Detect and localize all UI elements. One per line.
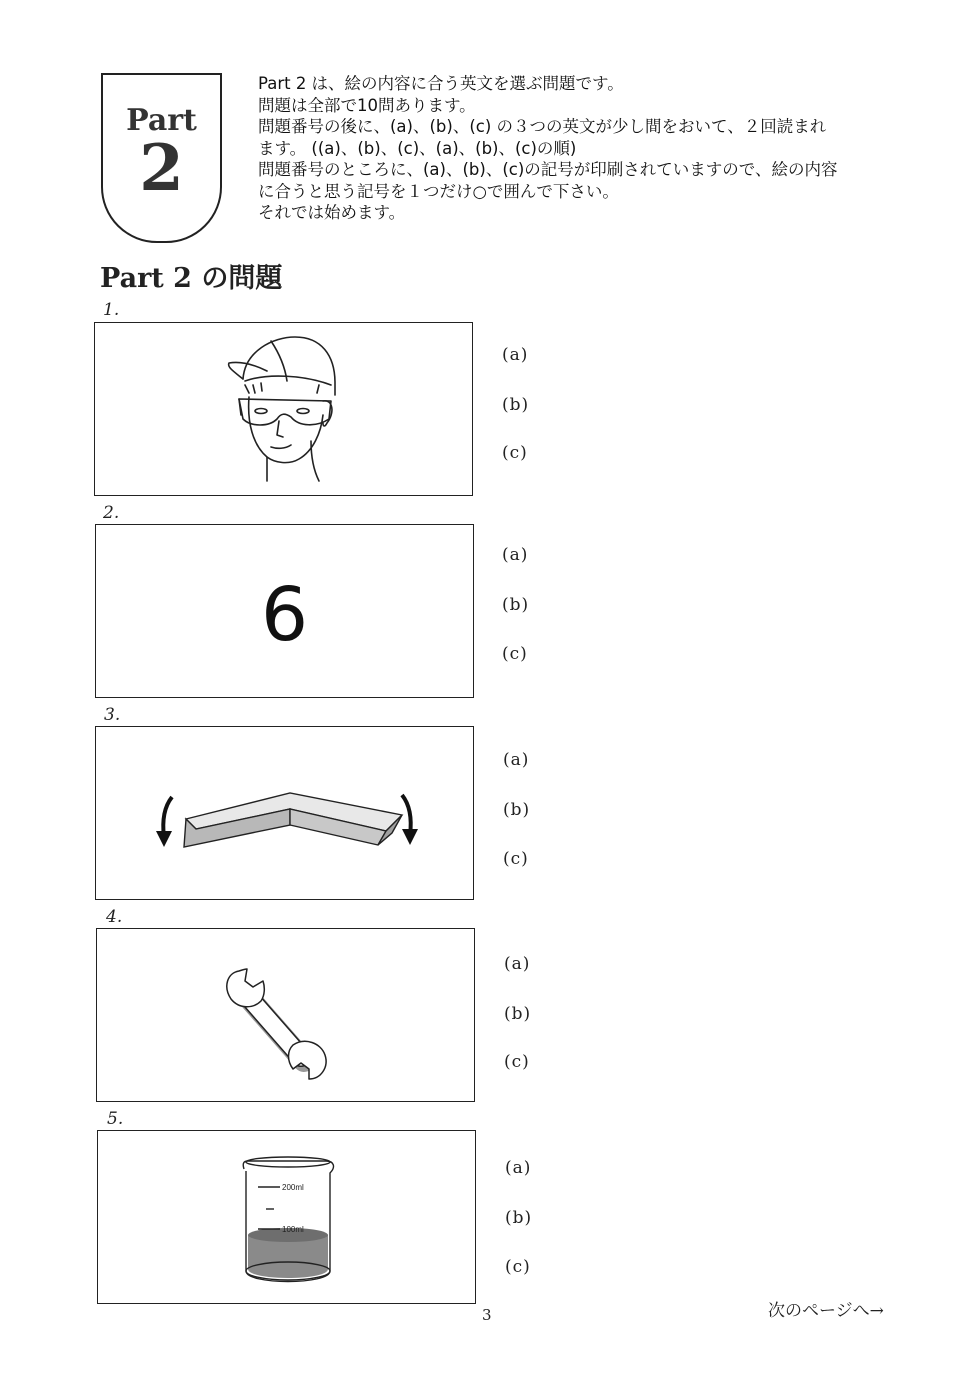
question-number: 4.: [106, 907, 123, 927]
part-badge-number: 2: [139, 131, 184, 206]
beaker-mark: 100ml: [282, 1225, 304, 1234]
option-b[interactable]: (b): [502, 595, 530, 615]
question-picture: [95, 524, 474, 698]
face-with-goggles-icon: [95, 323, 474, 497]
page-number: 3: [482, 1306, 492, 1324]
section-title-latin: Part 2: [100, 263, 192, 294]
instruction-line: Part 2 は、絵の内容に合う英文を選ぶ問題です。: [258, 74, 624, 93]
wrench-icon: [97, 929, 476, 1103]
beaker-icon: [98, 1131, 477, 1305]
option-a[interactable]: (a): [504, 954, 531, 974]
question-number: 2.: [103, 503, 120, 523]
option-c[interactable]: (c): [503, 849, 529, 869]
option-c[interactable]: (c): [504, 1052, 530, 1072]
question-picture: [96, 928, 475, 1102]
section-title: [100, 256, 282, 295]
instruction-line: それでは始めます。: [258, 203, 406, 222]
instruction-line: 問題番号の後に、(a)、(b)、(c) の３つの英文が少し間をおいて、２回読まれ: [258, 117, 827, 136]
beaker-mark: 200ml: [282, 1183, 304, 1192]
bending-bar-icon: [96, 727, 475, 901]
instructions: [258, 73, 898, 224]
question-picture: [97, 1130, 476, 1304]
option-a[interactable]: (a): [502, 545, 529, 565]
digit-six: 6: [260, 572, 309, 658]
question-number: 3.: [104, 705, 121, 725]
option-b[interactable]: (b): [503, 800, 531, 820]
option-b[interactable]: (b): [502, 395, 530, 415]
option-c[interactable]: (c): [502, 644, 528, 664]
question-number: 5.: [107, 1109, 124, 1129]
option-b[interactable]: (b): [504, 1004, 532, 1024]
option-c[interactable]: (c): [505, 1257, 531, 1277]
question-picture: [95, 726, 474, 900]
part-badge: [101, 73, 222, 243]
option-a[interactable]: (a): [505, 1158, 532, 1178]
option-a[interactable]: (a): [503, 750, 530, 770]
next-page-link[interactable]: 次のページへ→: [768, 1301, 884, 1321]
question-picture: [94, 322, 473, 496]
option-b[interactable]: (b): [505, 1208, 533, 1228]
instruction-line: 問題は全部で10問あります。: [258, 95, 476, 115]
option-a[interactable]: (a): [502, 345, 529, 365]
part-badge-word: Part: [126, 103, 197, 138]
option-c[interactable]: (c): [502, 443, 528, 463]
instruction-line: 問題番号のところに、(a)、(b)、(c)の記号が印刷されていますので、絵の内容: [258, 160, 838, 179]
section-title-kana: の問題: [191, 263, 283, 294]
question-number: 1.: [103, 300, 120, 320]
instruction-line: ます。 ((a)、(b)、(c)、(a)、(b)、(c)の順): [258, 138, 577, 158]
instruction-line: に合うと思う記号を１つだけ○で囲んで下さい。: [258, 181, 619, 201]
